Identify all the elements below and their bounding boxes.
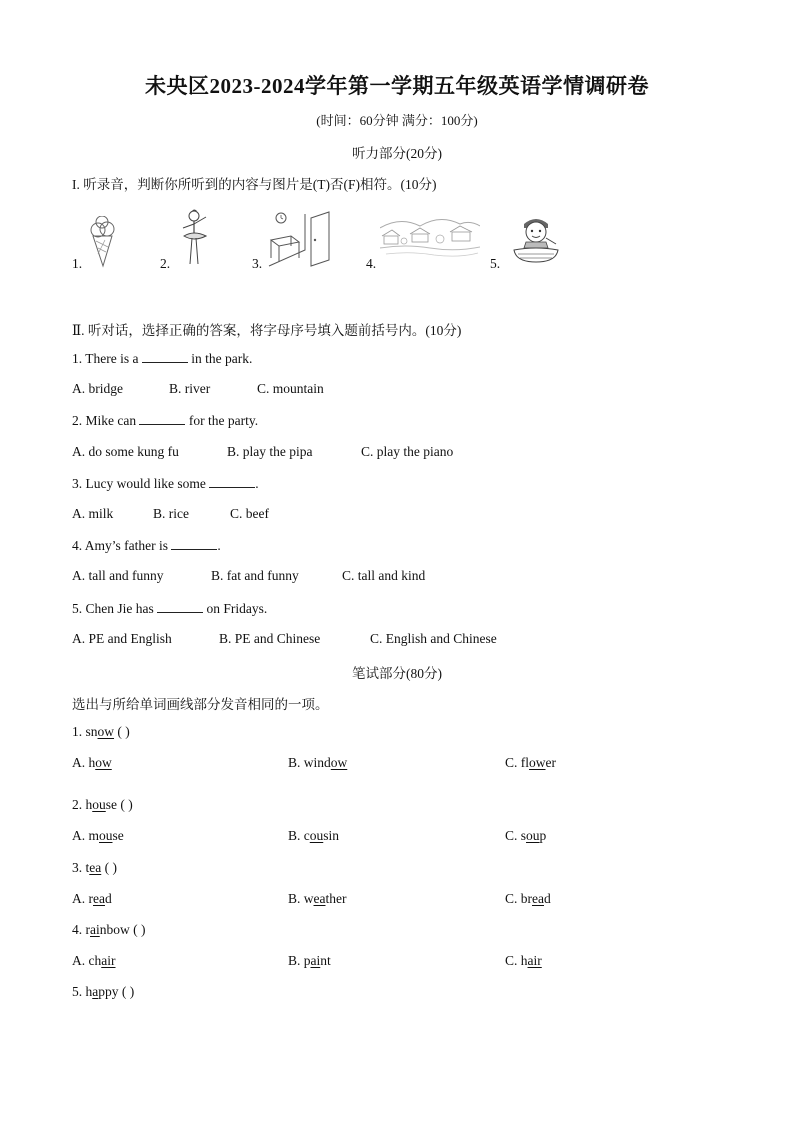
option: C. play the piano: [361, 444, 454, 459]
written-section-header: 笔试部分(80分): [352, 666, 442, 681]
room-table-door-clock-icon: [267, 210, 337, 268]
question: [72, 475, 259, 492]
answer-blank[interactable]: [171, 537, 217, 550]
picture-number: 4.: [366, 256, 377, 271]
underlined-letters: ou: [99, 828, 113, 843]
word-fragment: t: [85, 860, 90, 875]
word-fragment: se: [105, 797, 117, 812]
underlined-letters: ow: [97, 724, 115, 739]
underlined-letters: ow: [330, 755, 348, 770]
underlined-letters: air: [527, 953, 542, 968]
phonics-word: [86, 984, 119, 999]
word-fragment: sn: [85, 724, 98, 739]
question-number: 5.: [72, 984, 86, 999]
word-fragment: C. fl: [505, 755, 530, 770]
underlined-letters: ou: [309, 828, 324, 843]
word-fragment: h: [85, 984, 93, 999]
word-fragment: sin: [323, 828, 340, 843]
option: [505, 828, 546, 844]
answer-blank[interactable]: [209, 475, 255, 488]
ice-cream-icon: [88, 216, 118, 268]
word-fragment: A. m: [72, 828, 99, 843]
option: [505, 953, 542, 969]
picture-number: 2.: [160, 256, 171, 271]
answer-blank[interactable]: [139, 412, 185, 425]
part2-instruction: Ⅱ. 听对话，选择正确的答案，将字母序号填入题前括号内。(10分): [72, 323, 462, 338]
word-fragment: se: [112, 828, 124, 843]
answer-paren[interactable]: ( ): [101, 860, 117, 875]
option: B. river: [169, 381, 211, 396]
option: B. rice: [153, 506, 189, 521]
question-text: .: [217, 538, 221, 553]
word-fragment: ppy: [98, 984, 119, 999]
option: A. tall and funny: [72, 568, 164, 583]
phonics-word: [86, 724, 115, 739]
word-fragment: A. ch: [72, 953, 102, 968]
option: [72, 828, 124, 844]
village-river-landscape-icon: [380, 214, 480, 258]
option: [72, 891, 112, 907]
answer-paren[interactable]: ( ): [114, 724, 130, 739]
underlined-letters: ai: [310, 953, 321, 968]
underlined-letters: a: [92, 984, 99, 999]
word-fragment: A.: [72, 755, 89, 770]
question-text: 2. Mike can: [72, 413, 140, 428]
exam-time-score: (时间：60分钟 满分：100分): [316, 113, 478, 128]
underlined-letters: ou: [526, 828, 540, 843]
underlined-letters: ow: [529, 755, 546, 770]
underlined-letters: ea: [89, 860, 102, 875]
word-fragment: d: [104, 891, 112, 906]
answer-paren[interactable]: ( ): [129, 922, 146, 937]
option: [72, 755, 112, 771]
word-fragment: C. br: [505, 891, 532, 906]
word-fragment: er: [545, 755, 557, 770]
question: [72, 350, 252, 367]
option: B. PE and Chinese: [219, 631, 321, 646]
word-fragment: h: [85, 797, 93, 812]
question-text: for the party.: [185, 413, 259, 428]
word-fragment: ther: [325, 891, 347, 906]
option: C. beef: [230, 506, 269, 521]
underlined-letters: ea: [313, 891, 326, 906]
phonics-word: [86, 860, 102, 875]
option: C. mountain: [257, 381, 324, 396]
phonics-word: [86, 922, 130, 937]
phonics-question: [72, 797, 133, 813]
word-fragment: C. h: [505, 953, 528, 968]
underlined-letters: ou: [92, 797, 106, 812]
answer-blank[interactable]: [157, 600, 203, 613]
option: [288, 828, 339, 844]
phonics-question: [72, 724, 130, 740]
question-text: 4. Amy’s father is: [72, 538, 172, 553]
word-fragment: nt: [320, 953, 331, 968]
word-fragment: d: [543, 891, 551, 906]
picture-number: 1.: [72, 256, 83, 271]
underlined-letters: ea: [93, 891, 105, 906]
part1-instruction: I. 听录音，判断你所听到的内容与图片是(T)否(F)相符。(10分): [72, 177, 437, 192]
question-number: 2.: [72, 797, 86, 812]
option: [288, 953, 331, 969]
option: C. tall and kind: [342, 568, 426, 583]
picture-number: 5.: [490, 256, 501, 271]
option: [72, 953, 116, 969]
word-fragment: nbow: [99, 922, 130, 937]
ballerina-icon: [176, 208, 216, 268]
option: C. English and Chinese: [370, 631, 497, 646]
word-fragment: B. c: [288, 828, 310, 843]
boy-eating-bowl-icon: [510, 214, 562, 266]
option: A. do some kung fu: [72, 444, 179, 459]
underlined-letters: air: [101, 953, 116, 968]
underlined-letters: ai: [90, 922, 100, 937]
word-fragment: A. r: [72, 891, 93, 906]
phonics-word: [86, 797, 118, 812]
question: [72, 537, 221, 554]
phonics-question: [72, 860, 117, 876]
option: A. milk: [72, 506, 114, 521]
question-text: on Fridays.: [203, 601, 268, 616]
picture-number: 3.: [252, 256, 263, 271]
listening-section-header: 听力部分(20分): [352, 146, 442, 161]
option: [505, 891, 551, 907]
question-text: 1. There is a: [72, 351, 142, 366]
word-fragment: C. s: [505, 828, 527, 843]
page-title: 未央区2023-2024学年第一学期五年级英语学情调研卷: [145, 74, 649, 98]
question-number: 4.: [72, 922, 86, 937]
question-text: .: [255, 476, 259, 491]
option: B. fat and funny: [211, 568, 299, 583]
question-number: 1.: [72, 724, 86, 739]
word-fragment: p: [539, 828, 547, 843]
word-fragment: B. w: [288, 891, 314, 906]
question-text: 3. Lucy would like some: [72, 476, 210, 491]
phonics-question: [72, 922, 146, 938]
question: [72, 600, 267, 617]
option: B. play the pipa: [227, 444, 313, 459]
option: [288, 891, 347, 907]
question: [72, 412, 258, 429]
underlined-letters: ow: [95, 755, 112, 770]
part1-pictures: [72, 208, 572, 273]
word-fragment: h: [88, 755, 96, 770]
option: A. PE and English: [72, 631, 172, 646]
question-text: in the park.: [187, 351, 253, 366]
answer-paren[interactable]: ( ): [117, 797, 133, 812]
question-text: 5. Chen Jie has: [72, 601, 158, 616]
option: [288, 755, 347, 771]
part3-instruction: 选出与所给单词画线部分发音相同的一项。: [72, 697, 329, 712]
word-fragment: B. p: [288, 953, 311, 968]
word-fragment: B. wind: [288, 755, 331, 770]
answer-paren[interactable]: ( ): [118, 984, 135, 999]
option: A. bridge: [72, 381, 123, 396]
phonics-question: [72, 984, 134, 1000]
option: [505, 755, 556, 771]
answer-blank[interactable]: [142, 350, 188, 363]
question-number: 3.: [72, 860, 86, 875]
underlined-letters: ea: [532, 891, 544, 906]
word-fragment: r: [85, 922, 90, 937]
